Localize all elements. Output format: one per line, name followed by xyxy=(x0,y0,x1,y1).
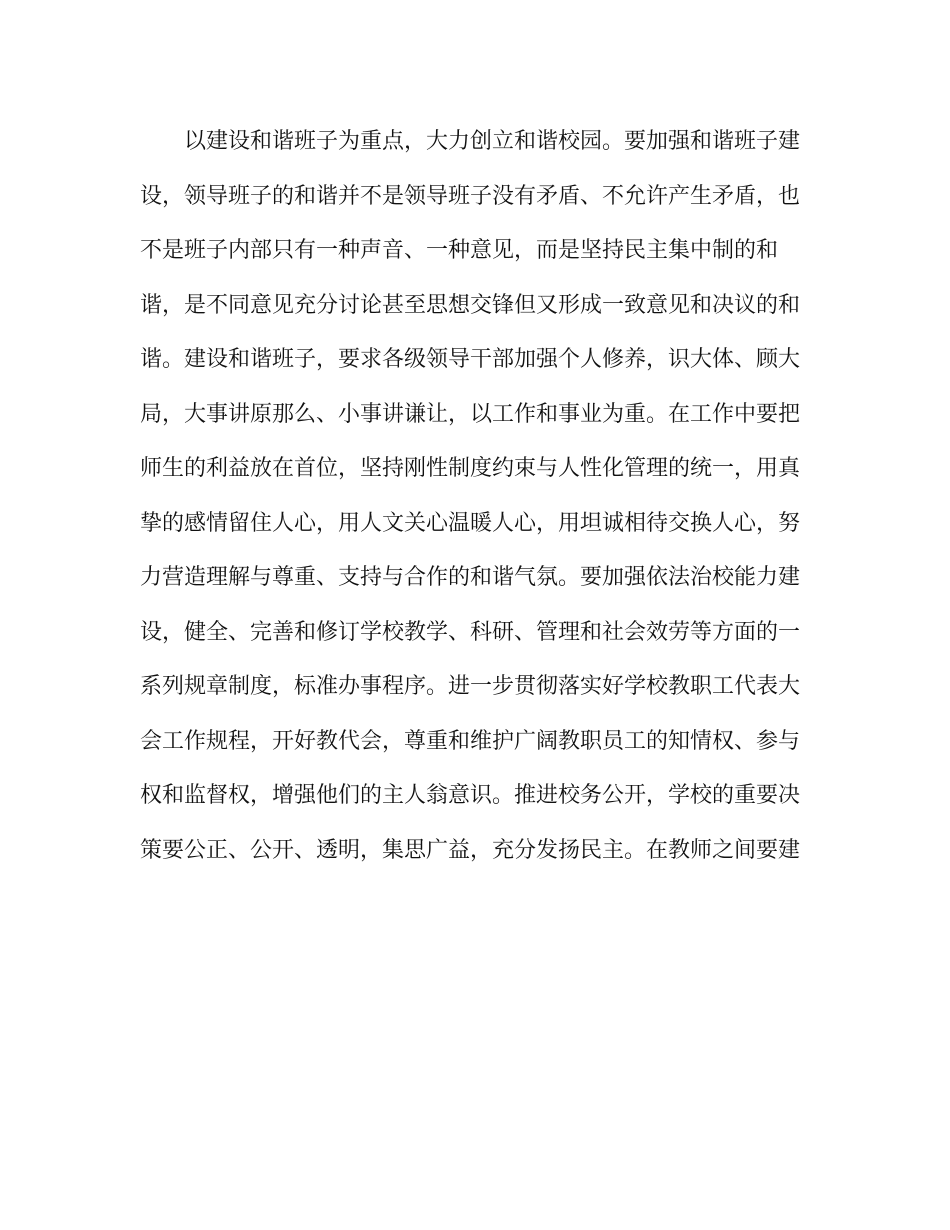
text-line-12: 会工作规程，开好教代会，尊重和维护广阔教职员工的知情权、参与 xyxy=(140,728,800,754)
text-line-13: 权和监督权，增强他们的主人翁意识。推进校务公开，学校的重要决 xyxy=(140,783,800,808)
text-line-9: 力营造理解与尊重、支持与合作的和谐气氛。要加强依法治校能力建 xyxy=(140,565,800,590)
text-line-10: 设，健全、完善和修订学校教学、科研、管理和社会效劳等方面的一 xyxy=(140,619,800,645)
text-line-5: 谐。建设和谐班子，要求各级领导干部加强个人修养，识大体、顾大 xyxy=(140,347,800,372)
text-line-14: 策要公正、公开、透明，集思广益，充分发扬民主。在教师之间要建 xyxy=(140,837,800,863)
text-line-6: 局，大事讲原那么、小事讲谦让，以工作和事业为重。在工作中要把 xyxy=(140,401,800,427)
text-line-2: 设，领导班子的和谐并不是领导班子没有矛盾、不允许产生矛盾，也 xyxy=(140,183,800,209)
text-line-7: 师生的利益放在首位，坚持刚性制度约束与人性化管理的统一，用真 xyxy=(140,456,800,481)
text-line-4: 谐，是不同意见充分讨论甚至思想交锋但又形成一致意见和决议的和 xyxy=(140,292,800,318)
text-line-3: 不是班子内部只有一种声音、一种意见，而是坚持民主集中制的和 xyxy=(140,238,779,263)
text-line-1: 以建设和谐班子为重点，大力创立和谐校园。要加强和谐班子建 xyxy=(184,129,800,154)
text-line-11: 系列规章制度，标准办事程序。进一步贯彻落实好学校教职工代表大 xyxy=(140,674,800,699)
body-text xyxy=(140,120,800,883)
text-line-8: 挚的感情留住人心，用人文关心温暖人心，用坦诚相待交换人心，努 xyxy=(140,510,800,536)
